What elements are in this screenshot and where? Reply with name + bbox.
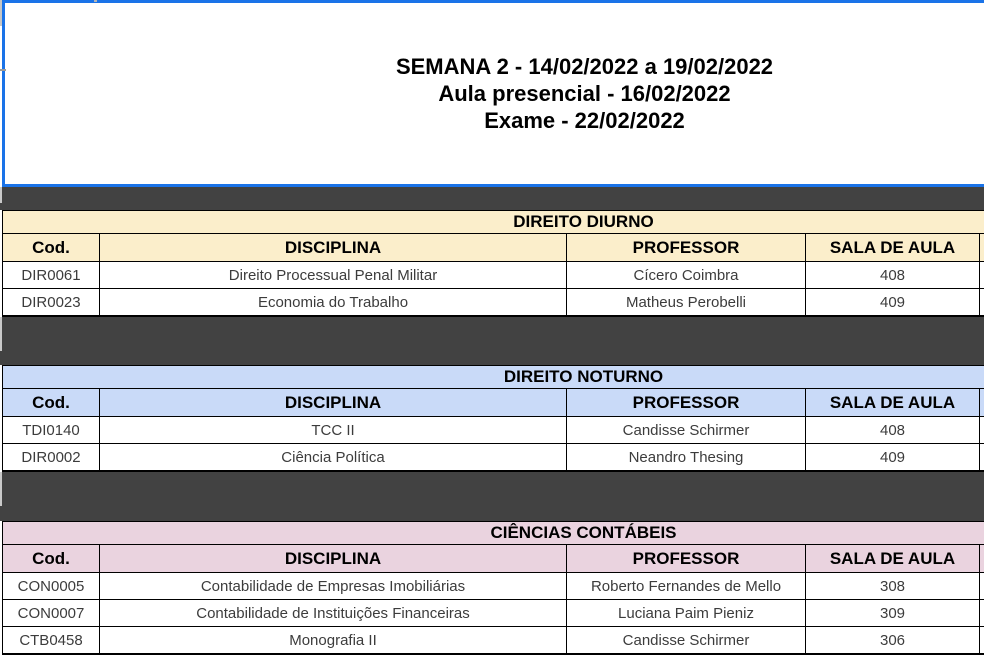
- cell-cod[interactable]: DIR0061: [3, 262, 100, 288]
- cell-cod[interactable]: CTB0458: [3, 627, 100, 653]
- cell-disciplina[interactable]: Direito Processual Penal Militar: [100, 262, 567, 288]
- cell-cod[interactable]: CON0007: [3, 600, 100, 626]
- column-header-disciplina[interactable]: DISCIPLINA: [100, 545, 567, 572]
- column-header-row: [2, 545, 984, 573]
- course-section: [0, 187, 984, 317]
- section-rows: [0, 573, 984, 655]
- cell-professor[interactable]: Matheus Perobelli: [567, 289, 806, 315]
- empty-cell[interactable]: [980, 262, 984, 288]
- cell-cod[interactable]: CON0005: [3, 573, 100, 599]
- cell-professor[interactable]: Roberto Fernandes de Mello: [567, 573, 806, 599]
- cell-sala[interactable]: 408: [806, 262, 980, 288]
- schedule-row: [2, 417, 984, 444]
- week-title-line3: Exame - 22/02/2022: [484, 108, 685, 133]
- schedule-row: [2, 262, 984, 289]
- column-header-professor[interactable]: PROFESSOR: [567, 234, 806, 261]
- gridline-artifact: [94, 0, 97, 2]
- cell-cod[interactable]: TDI0140: [3, 417, 100, 443]
- empty-cell[interactable]: [980, 545, 984, 572]
- cell-disciplina[interactable]: Monografia II: [100, 627, 567, 653]
- column-header-professor[interactable]: PROFESSOR: [567, 389, 806, 416]
- gridline-artifact: [0, 69, 6, 71]
- empty-cell[interactable]: [980, 573, 984, 599]
- cell-disciplina[interactable]: TCC II: [100, 417, 567, 443]
- gridline-artifact: [0, 0, 2, 26]
- week-title-cell[interactable]: [2, 0, 984, 187]
- schedule-row: [2, 573, 984, 600]
- empty-cell[interactable]: [980, 389, 984, 416]
- column-header-sala-de-aula[interactable]: SALA DE AULA: [806, 234, 980, 261]
- empty-cell[interactable]: [980, 444, 984, 470]
- course-section: [0, 472, 984, 655]
- column-header-disciplina[interactable]: DISCIPLINA: [100, 389, 567, 416]
- section-separator-band: [0, 317, 984, 365]
- section-separator-band: [0, 472, 984, 521]
- cell-professor[interactable]: Candisse Schirmer: [567, 417, 806, 443]
- schedule-row: [2, 444, 984, 472]
- section-rows: [0, 417, 984, 472]
- cell-professor[interactable]: Luciana Paim Pieniz: [567, 600, 806, 626]
- empty-cell[interactable]: [980, 627, 984, 653]
- column-header-row: [2, 234, 984, 262]
- cell-disciplina[interactable]: Economia do Trabalho: [100, 289, 567, 315]
- cell-sala[interactable]: 306: [806, 627, 980, 653]
- column-header-sala-de-aula[interactable]: SALA DE AULA: [806, 389, 980, 416]
- cell-professor[interactable]: Candisse Schirmer: [567, 627, 806, 653]
- cell-cod[interactable]: DIR0002: [3, 444, 100, 470]
- section-title: DIREITO NOTURNO: [503, 367, 664, 386]
- section-title: CIÊNCIAS CONTÁBEIS: [490, 523, 677, 542]
- course-sections: [0, 187, 984, 655]
- course-section: [0, 317, 984, 472]
- cell-cod[interactable]: DIR0023: [3, 289, 100, 315]
- cell-disciplina[interactable]: Contabilidade de Instituições Financeiras: [100, 600, 567, 626]
- column-header-professor[interactable]: PROFESSOR: [567, 545, 806, 572]
- column-header-disciplina[interactable]: DISCIPLINA: [100, 234, 567, 261]
- schedule-row: [2, 600, 984, 627]
- column-header-cod[interactable]: Cod.: [3, 545, 100, 572]
- schedule-row: [2, 289, 984, 317]
- empty-cell[interactable]: [980, 600, 984, 626]
- cell-disciplina[interactable]: Ciência Política: [100, 444, 567, 470]
- column-header-sala-de-aula[interactable]: SALA DE AULA: [806, 545, 980, 572]
- week-title-line2: Aula presencial - 16/02/2022: [438, 81, 731, 106]
- column-header-cod[interactable]: Cod.: [3, 389, 100, 416]
- column-header-row: [2, 389, 984, 417]
- week-title-line1: SEMANA 2 - 14/02/2022 a 19/02/2022: [395, 54, 774, 79]
- cell-sala[interactable]: 309: [806, 600, 980, 626]
- column-header-cod[interactable]: Cod.: [3, 234, 100, 261]
- section-title-cell[interactable]: [2, 210, 984, 234]
- section-title-cell[interactable]: [2, 521, 984, 545]
- cell-sala[interactable]: 409: [806, 289, 980, 315]
- cell-professor[interactable]: Neandro Thesing: [567, 444, 806, 470]
- cell-disciplina[interactable]: Contabilidade de Empresas Imobiliárias: [100, 573, 567, 599]
- cell-sala[interactable]: 409: [806, 444, 980, 470]
- cell-sala[interactable]: 308: [806, 573, 980, 599]
- section-title-cell[interactable]: [2, 365, 984, 389]
- cell-sala[interactable]: 408: [806, 417, 980, 443]
- section-rows: [0, 262, 984, 317]
- section-title: DIREITO DIURNO: [513, 212, 654, 231]
- cell-professor[interactable]: Cícero Coimbra: [567, 262, 806, 288]
- schedule-row: [2, 627, 984, 655]
- section-separator-band: [0, 187, 984, 210]
- empty-cell[interactable]: [980, 234, 984, 261]
- empty-cell[interactable]: [980, 417, 984, 443]
- empty-cell[interactable]: [980, 289, 984, 315]
